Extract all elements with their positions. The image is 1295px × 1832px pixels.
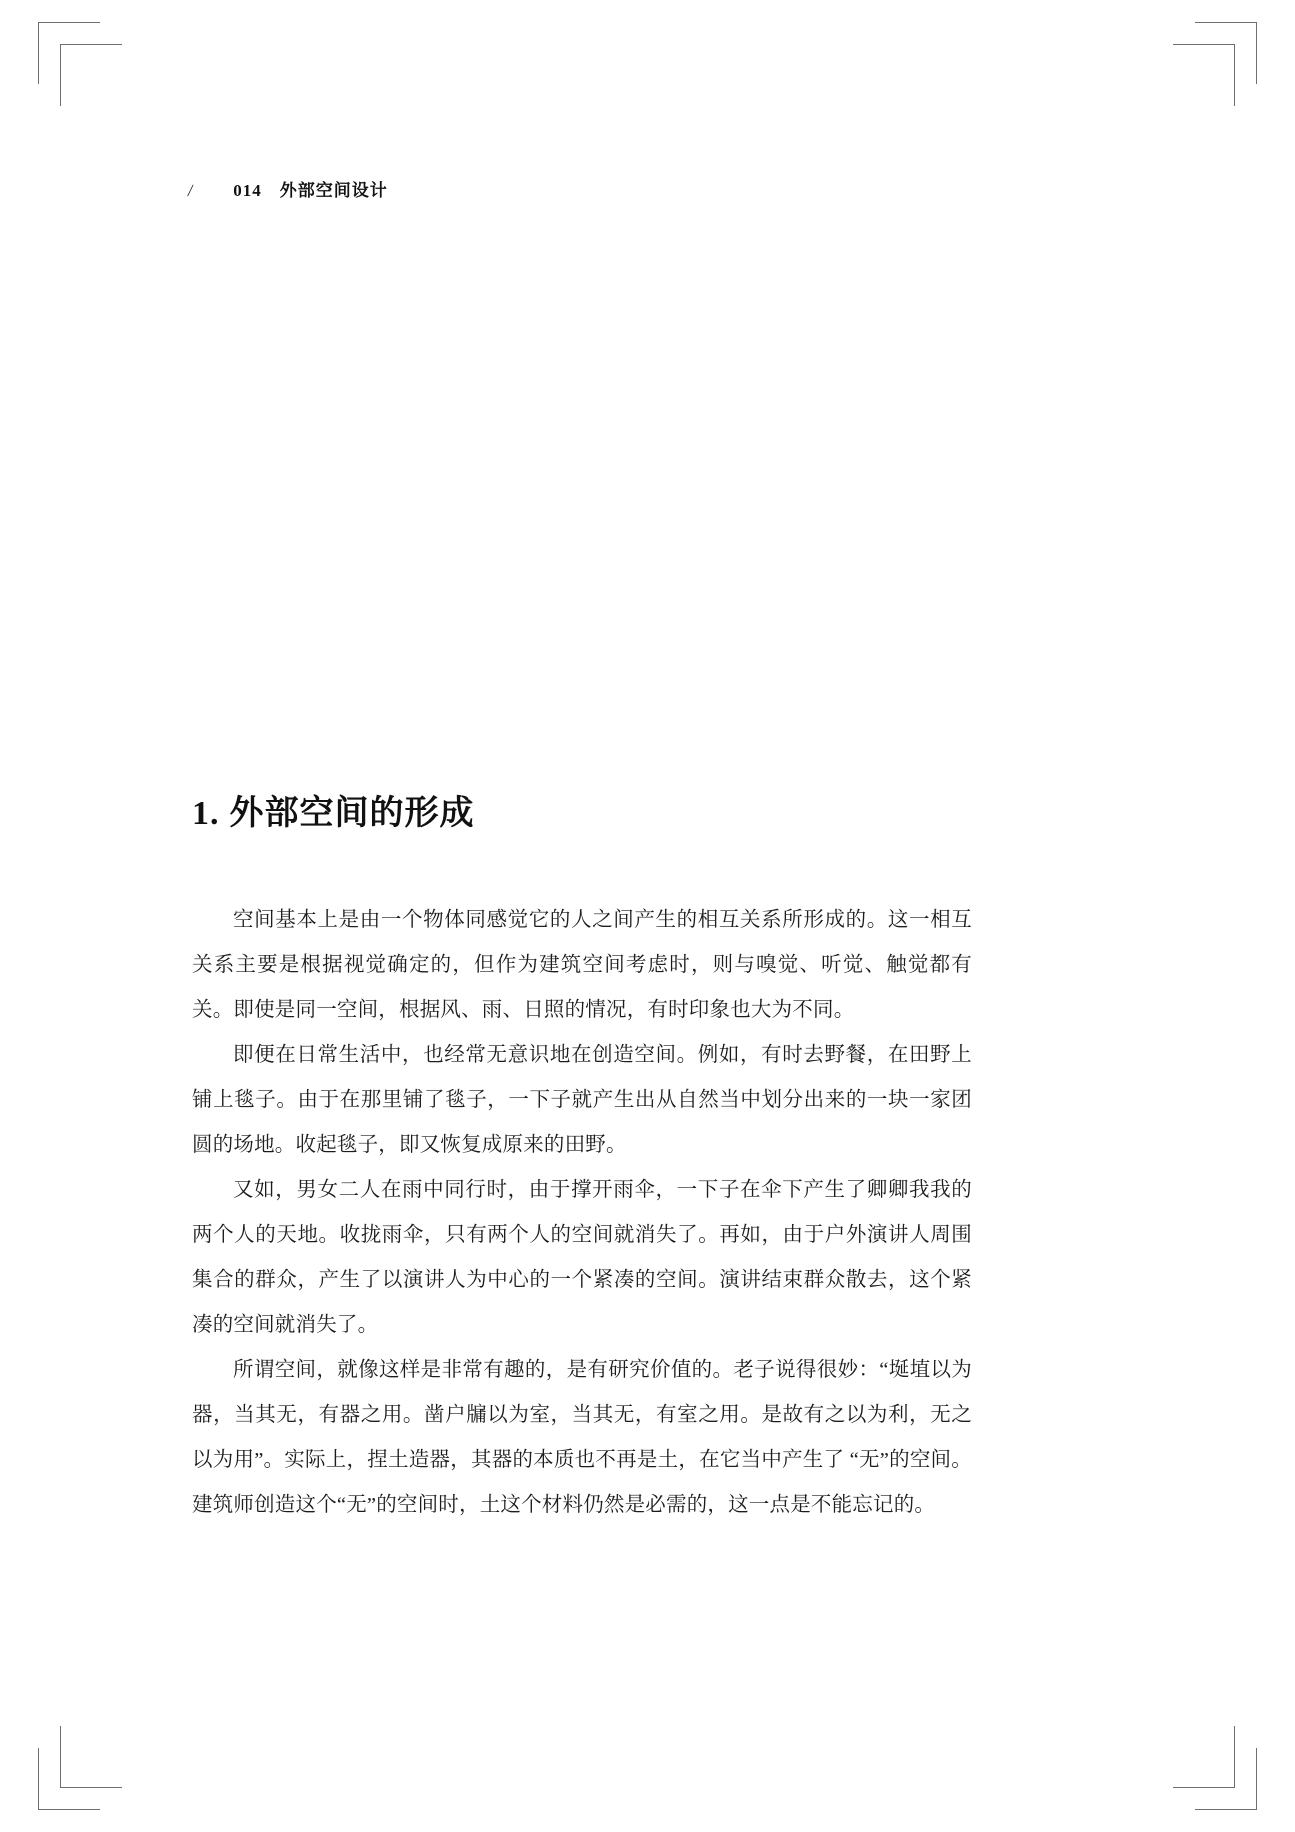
crop-mark-bottom-left-inner	[60, 1726, 122, 1788]
running-head	[188, 176, 388, 201]
chapter-title: 外部空间设计	[279, 181, 388, 200]
section-number: 1.	[192, 794, 220, 832]
crop-mark-top-right-inner	[1173, 44, 1235, 106]
paragraph: 又如，男女二人在雨中同行时，由于撑开雨伞，一下子在伞下产生了卿卿我我的两个人的天地。收拢雨伞，只有两个人的空间就消失了。再如，由于户外演讲人周围集合的群众，产生了以演讲人为中心的一个紧凑的空间。演讲结束群众散去，这个紧凑的空间就消失了。	[192, 1179, 972, 1336]
paragraph: 即便在日常生活中，也经常无意识地在创造空间。例如，有时去野餐，在田野上铺上毯子。由于在那里铺了毯子，一下子就产生出从自然当中划分出来的一块一家团圆的场地。收起毯子，即又恢复成原来的田野。	[192, 1044, 972, 1156]
paragraph: 所谓空间，就像这样是非常有趣的，是有研究价值的。老子说得很妙：“埏埴以为器，当其无，有器之用。凿户牖以为室，当其无，有室之用。是故有之以为利，无之以为用”。实际上，捏土造器，其器的本质也不再是土，在它当中产生了 “无”的空间。建筑师创造这个“无”的空间时，土这个材料仍然是必需的，这一点是不能忘记的。	[192, 1359, 972, 1516]
paragraph: 空间基本上是由一个物体同感觉它的人之间产生的相互关系所形成的。这一相互关系主要是根据视觉确定的，但作为建筑空间考虑时，则与嗅觉、听觉、触觉都有关。即使是同一空间，根据风、雨、日照的情况，有时印象也大为不同。	[192, 909, 972, 1021]
running-head-slash: /	[186, 181, 195, 200]
page-number: 014	[233, 181, 262, 200]
body-text	[192, 898, 972, 1528]
section-title: 外部空间的形成	[229, 794, 475, 832]
section-heading	[192, 785, 475, 834]
crop-mark-top-left-inner	[60, 44, 122, 106]
crop-mark-bottom-right-inner	[1173, 1726, 1235, 1788]
